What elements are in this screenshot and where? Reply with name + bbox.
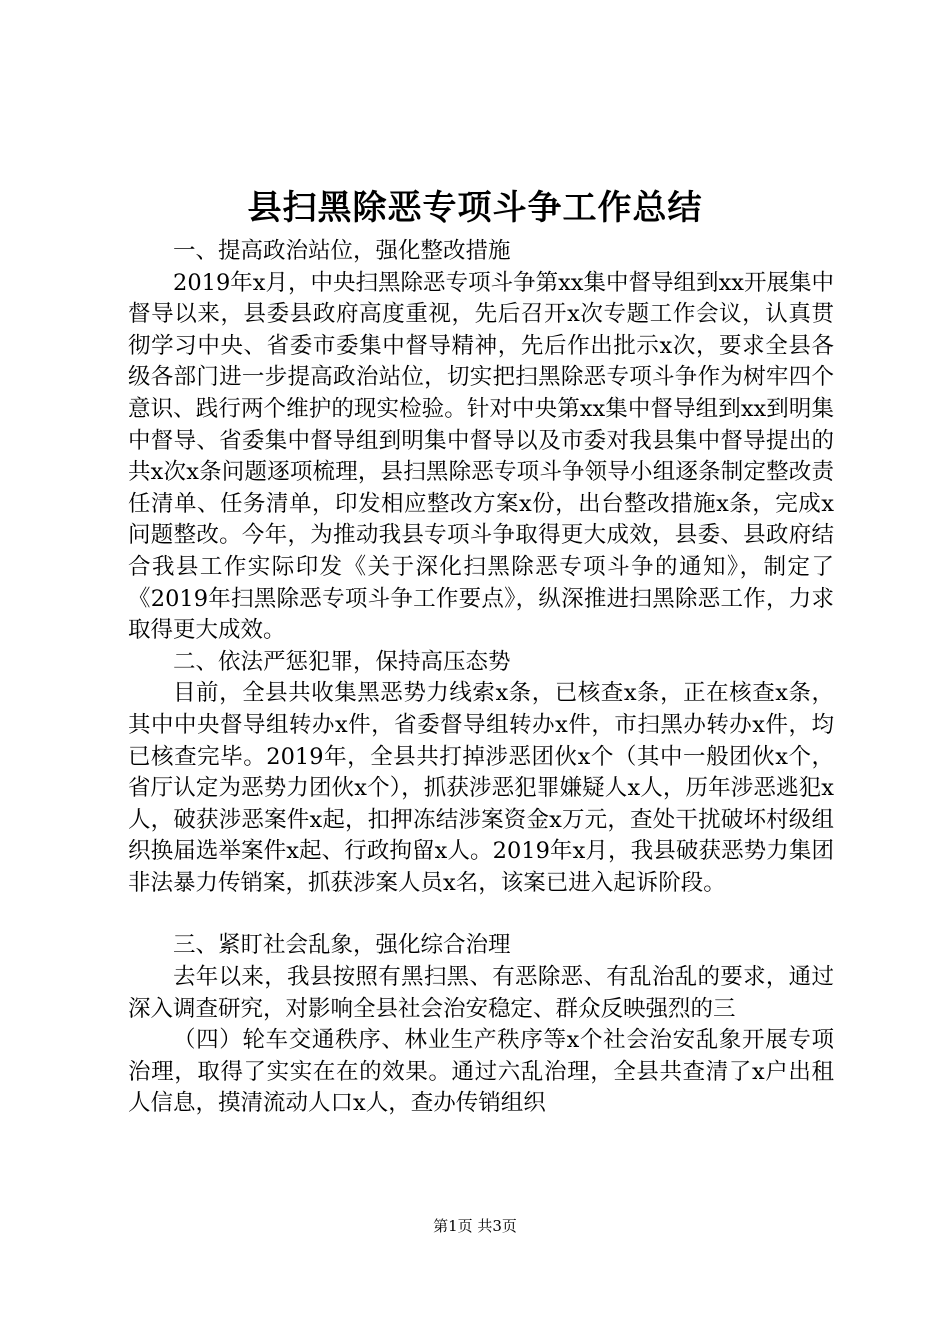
page-footer: 第1页 共3页 [433, 1217, 517, 1235]
section-heading-2: 二、依法严惩犯罪，保持高压态势 [173, 648, 511, 675]
paragraph-3: 去年以来，我县按照有黑扫黑、有恶除恶、有乱治乱的要求，通过深入调查研究，对影响全县社会治安稳定、群众反映强烈的三 [128, 964, 834, 1022]
section-heading-3: 三、紧盯社会乱象，强化综合治理 [173, 932, 511, 959]
paragraph-1: 2019年x月，中央扫黑除恶专项斗争第xx集中督导组到xx开展集中督导以来，县委县政府高度重视，先后召开x次专题工作会议，认真贯彻学习中央、省委市委集中督导精神，先后作出批示x次，要求全县各级各部门进一步提高政治站位，切实把扫黑除恶专项斗争作为树牢四个意识、践行两个维护的现实检验。针对中央第xx集中督导组到xx到明集中督导、省委集中督导组到明集中督导以及市委对我县集中督导提出的共x次x条问题逐项梳理，县扫黑除恶专项斗争领导小组逐条制定整改责任清单、任务清单，印发相应整改方案x份，出台整改措施x条，完成x问题整改。今年，为推动我县专项斗争取得更大成效，县委、县政府结合我县工作实际印发《关于深化扫黑除恶专项斗争的通知》，制定了《2019年扫黑除恶专项斗争工作要点》，纵深推进扫黑除恶工作，力求取得更大成效。 [128, 269, 834, 644]
document-title: 县扫黑除恶专项斗争工作总结 [247, 188, 703, 228]
section-heading-1: 一、提高政治站位，强化整改措施 [173, 238, 511, 264]
paragraph-4: （四）轮车交通秩序、林业生产秩序等x个社会治安乱象开展专项治理，取得了实实在在的效果。通过六乱治理，全县共查清了x户出租人信息，摸清流动人口x人，查办传销组织 [128, 1027, 834, 1117]
document-body [128, 236, 834, 1120]
paragraph-2: 目前，全县共收集黑恶势力线索x条，已核查x条，正在核查x条，其中中央督导组转办x件，省委督导组转办x件，市扫黑办转办x件，均已核查完毕。2019年，全县共打掉涉恶团伙x个（其中一般团伙x个，省厅认定为恶势力团伙x个），抓获涉恶犯罪嫌疑人x人，历年涉恶逃犯x人，破获涉恶案件x起，扣押冻结涉案资金x万元，查处干扰破坏村级组织换届选举案件x起、行政拘留x人。2019年x月，我县破获恶势力集团非法暴力传销案，抓获涉案人员x名，该案已进入起诉阶段。 [128, 680, 834, 896]
